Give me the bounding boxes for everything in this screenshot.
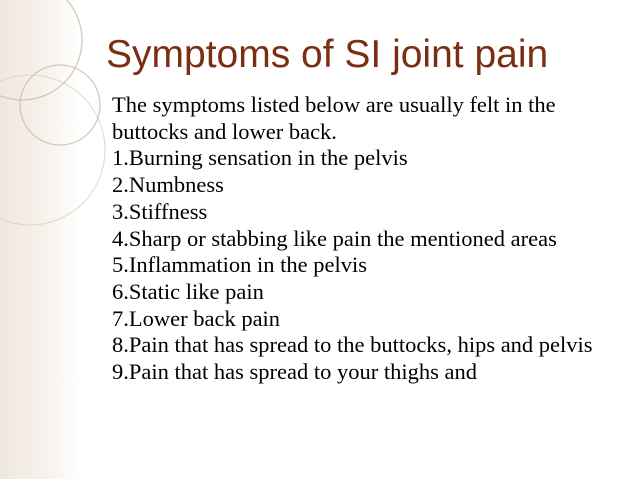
symptom-item: 3.Stiffness	[112, 198, 208, 224]
symptom-item: 1.Burning sensation in the pelvis	[112, 145, 408, 171]
symptom-item: 6.Static like pain	[112, 278, 264, 304]
symptom-item: 4.Sharp or stabbing like pain the mentioned areas	[112, 225, 557, 251]
intro-text: The symptoms listed below are usually felt in the buttocks and lower back.	[112, 92, 556, 144]
symptom-item: 2.Numbness	[112, 172, 224, 198]
slide-title: Symptoms of SI joint pain	[106, 33, 549, 76]
decorative-circle-middle	[20, 65, 100, 145]
slide-body	[112, 92, 632, 386]
decorative-circle-top	[0, 0, 82, 100]
symptom-item: 5.Inflammation in the pelvis	[112, 252, 367, 278]
decorative-circle-bottom	[0, 75, 105, 225]
symptom-item: 7.Lower back pain	[112, 305, 281, 331]
symptom-item: 9.Pain that has spread to your thighs and	[112, 359, 477, 385]
symptom-item: 8.Pain that has spread to the buttocks, hips and pelvis	[112, 332, 593, 358]
